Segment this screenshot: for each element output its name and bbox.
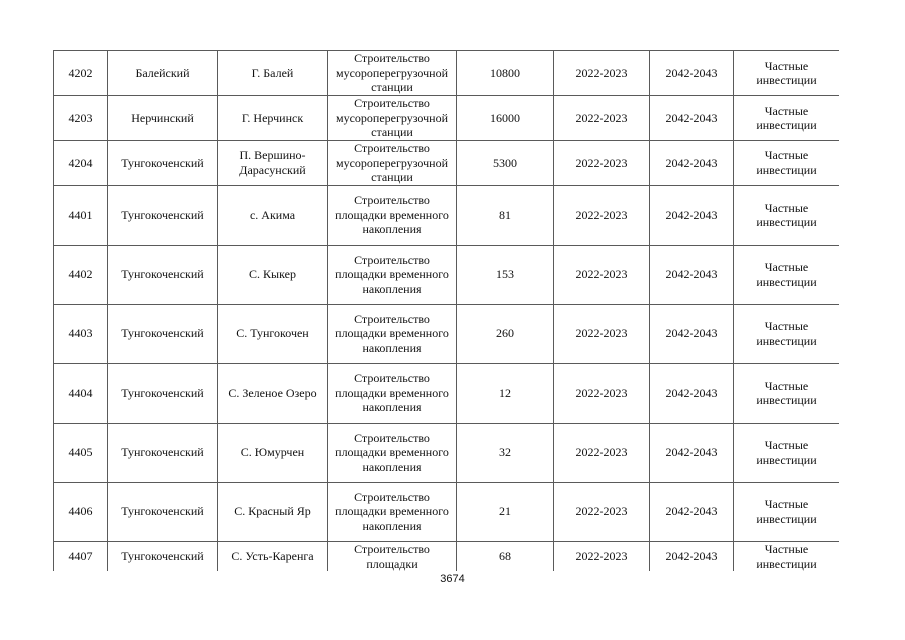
table-row [54, 141, 840, 186]
cell-period-operation: 2042-2043 [650, 51, 734, 96]
cell-settlement: П. Вершино-Дарасунский [218, 141, 328, 186]
cell-type: Строительство площадки временного накопления [328, 423, 457, 482]
cell-capacity: 260 [457, 304, 554, 363]
cell-period-operation: 2042-2043 [650, 96, 734, 141]
cell-funding: Частные инвестиции [734, 482, 840, 541]
cell-id: 4202 [54, 51, 108, 96]
cell-period-build: 2022-2023 [554, 482, 650, 541]
cell-district: Балейский [108, 51, 218, 96]
cell-period-operation: 2042-2043 [650, 304, 734, 363]
cell-period-build: 2022-2023 [554, 51, 650, 96]
cell-period-build: 2022-2023 [554, 141, 650, 186]
cell-type: Строительство площадки временного накопления [328, 185, 457, 245]
cell-district: Тунгокоченский [108, 304, 218, 363]
cell-district: Нерчинский [108, 96, 218, 141]
cell-period-operation: 2042-2043 [650, 141, 734, 186]
cell-settlement: С. Тунгокочен [218, 304, 328, 363]
cell-capacity: 153 [457, 245, 554, 304]
cell-type: Строительство мусороперегрузочной станции [328, 51, 457, 96]
cell-settlement: С. Красный Яр [218, 482, 328, 541]
cell-id: 4403 [54, 304, 108, 363]
cell-id: 4203 [54, 96, 108, 141]
cell-district: Тунгокоченский [108, 141, 218, 186]
page-number: 3674 [440, 573, 465, 585]
cell-capacity: 81 [457, 185, 554, 245]
table-row [54, 482, 840, 541]
cell-period-build: 2022-2023 [554, 96, 650, 141]
cell-type: Строительство площадки временного накопления [328, 304, 457, 363]
cell-funding: Частные инвестиции [734, 423, 840, 482]
cell-period-operation: 2042-2043 [650, 482, 734, 541]
cell-period-operation: 2042-2043 [650, 541, 734, 571]
cell-settlement: С. Юмурчен [218, 423, 328, 482]
cell-funding: Частные инвестиции [734, 363, 840, 423]
cell-settlement: Г. Нерчинск [218, 96, 328, 141]
cell-funding: Частные инвестиции [734, 245, 840, 304]
cell-type: Строительство площадки временного накопления [328, 363, 457, 423]
cell-id: 4404 [54, 363, 108, 423]
cell-type: Строительство мусороперегрузочной станции [328, 96, 457, 141]
cell-capacity: 68 [457, 541, 554, 571]
cell-settlement: С. Зеленое Озеро [218, 363, 328, 423]
cell-id: 4401 [54, 185, 108, 245]
cell-funding: Частные инвестиции [734, 304, 840, 363]
cell-id: 4406 [54, 482, 108, 541]
table-container [53, 50, 839, 571]
facilities-table [53, 50, 839, 571]
cell-district: Тунгокоченский [108, 541, 218, 571]
cell-period-operation: 2042-2043 [650, 363, 734, 423]
cell-district: Тунгокоченский [108, 423, 218, 482]
cell-period-build: 2022-2023 [554, 423, 650, 482]
cell-period-operation: 2042-2043 [650, 423, 734, 482]
cell-settlement: С. Кыкер [218, 245, 328, 304]
cell-type: Строительство площадки временного накопления [328, 482, 457, 541]
cell-period-operation: 2042-2043 [650, 245, 734, 304]
cell-period-build: 2022-2023 [554, 363, 650, 423]
table-row [54, 423, 840, 482]
cell-capacity: 10800 [457, 51, 554, 96]
cell-settlement: с. Акима [218, 185, 328, 245]
table-row [54, 185, 840, 245]
cell-funding: Частные инвестиции [734, 51, 840, 96]
cell-type: Строительство площадки [328, 541, 457, 571]
cell-district: Тунгокоченский [108, 482, 218, 541]
cell-period-build: 2022-2023 [554, 541, 650, 571]
cell-capacity: 16000 [457, 96, 554, 141]
table-row [54, 51, 840, 96]
cell-id: 4204 [54, 141, 108, 186]
cell-capacity: 32 [457, 423, 554, 482]
cell-id: 4402 [54, 245, 108, 304]
cell-period-build: 2022-2023 [554, 304, 650, 363]
table-row [54, 96, 840, 141]
cell-period-operation: 2042-2043 [650, 185, 734, 245]
cell-settlement: Г. Балей [218, 51, 328, 96]
cell-capacity: 12 [457, 363, 554, 423]
cell-district: Тунгокоченский [108, 363, 218, 423]
table-row [54, 245, 840, 304]
table-row [54, 541, 840, 571]
cell-funding: Частные инвестиции [734, 185, 840, 245]
cell-period-build: 2022-2023 [554, 185, 650, 245]
cell-type: Строительство мусороперегрузочной станции [328, 141, 457, 186]
cell-type: Строительство площадки временного накопления [328, 245, 457, 304]
cell-capacity: 21 [457, 482, 554, 541]
cell-funding: Частные инвестиции [734, 141, 840, 186]
cell-capacity: 5300 [457, 141, 554, 186]
cell-settlement: С. Усть-Каренга [218, 541, 328, 571]
cell-funding: Частные инвестиции [734, 96, 840, 141]
table-row [54, 363, 840, 423]
table-row [54, 304, 840, 363]
cell-district: Тунгокоченский [108, 245, 218, 304]
cell-district: Тунгокоченский [108, 185, 218, 245]
cell-id: 4405 [54, 423, 108, 482]
cell-funding: Частные инвестиции [734, 541, 840, 571]
cell-period-build: 2022-2023 [554, 245, 650, 304]
cell-id: 4407 [54, 541, 108, 571]
table-body [54, 51, 840, 572]
